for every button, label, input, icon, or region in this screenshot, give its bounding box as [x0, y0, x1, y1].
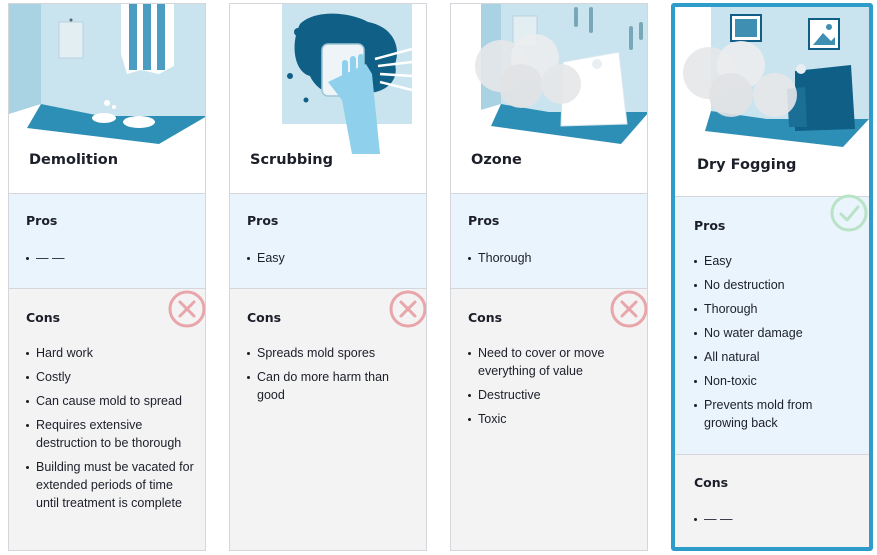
list-item: Easy [694, 252, 854, 270]
cons-list [26, 344, 198, 518]
pros-section [9, 193, 205, 288]
pros-label: Pros [694, 218, 726, 233]
list-item: Thorough [468, 249, 638, 267]
list-item: Destructive [468, 386, 640, 404]
cons-label: Cons [694, 475, 729, 490]
card-title: Scrubbing [250, 152, 333, 168]
x-circle-icon [609, 289, 648, 329]
list-item: — — [694, 510, 854, 528]
cons-section [451, 288, 647, 550]
method-card-demolition [8, 3, 206, 551]
list-item: No water damage [694, 324, 854, 342]
card-title: Dry Fogging [697, 157, 797, 173]
list-item: Building must be vacated for extended periods of time until treatment is complete [26, 458, 198, 512]
cons-label: Cons [26, 310, 61, 325]
list-item: Can cause mold to spread [26, 392, 198, 410]
method-card-ozone [450, 3, 648, 551]
scrubbing-illustration [230, 4, 426, 193]
room-demolition-icon [9, 4, 205, 154]
cons-list [247, 344, 419, 410]
pros-section [675, 196, 869, 454]
list-item: — — [26, 249, 196, 267]
dry-fogging-illustration [675, 7, 869, 196]
method-card-scrubbing [229, 3, 427, 551]
pros-list [468, 249, 638, 273]
list-item: Toxic [468, 410, 640, 428]
cons-section [675, 454, 869, 547]
card-title: Ozone [471, 152, 522, 168]
ozone-illustration [451, 4, 647, 193]
pros-section [451, 193, 647, 288]
card-title: Demolition [29, 152, 119, 168]
dry-fogging-room-icon [675, 7, 869, 157]
pros-label: Pros [247, 213, 279, 228]
cons-list [694, 510, 854, 534]
list-item: Easy [247, 249, 417, 267]
pros-list [26, 249, 196, 273]
list-item: Non-toxic [694, 372, 854, 390]
scrubbing-hand-icon [230, 4, 426, 154]
cons-section [9, 288, 205, 550]
pros-label: Pros [26, 213, 58, 228]
demolition-illustration [9, 4, 205, 193]
list-item: Can do more harm than good [247, 368, 419, 404]
list-item: Thorough [694, 300, 854, 318]
list-item: Need to cover or move everything of value [468, 344, 640, 380]
check-circle-icon [829, 193, 869, 233]
cons-label: Cons [468, 310, 503, 325]
pros-list [247, 249, 417, 273]
list-item: No destruction [694, 276, 854, 294]
ozone-room-icon [451, 4, 647, 154]
cons-section [230, 288, 426, 550]
list-item: All natural [694, 348, 854, 366]
x-circle-icon [388, 289, 427, 329]
list-item: Requires extensive destruction to be thorough [26, 416, 198, 452]
pros-section [230, 193, 426, 288]
pros-list [694, 252, 854, 438]
list-item: Costly [26, 368, 198, 386]
pros-label: Pros [468, 213, 500, 228]
list-item: Prevents mold from growing back [694, 396, 854, 432]
x-circle-icon [167, 289, 206, 329]
cons-label: Cons [247, 310, 282, 325]
list-item: Spreads mold spores [247, 344, 419, 362]
cons-list [468, 344, 640, 434]
list-item: Hard work [26, 344, 198, 362]
method-card-dry-fogging [671, 3, 873, 551]
